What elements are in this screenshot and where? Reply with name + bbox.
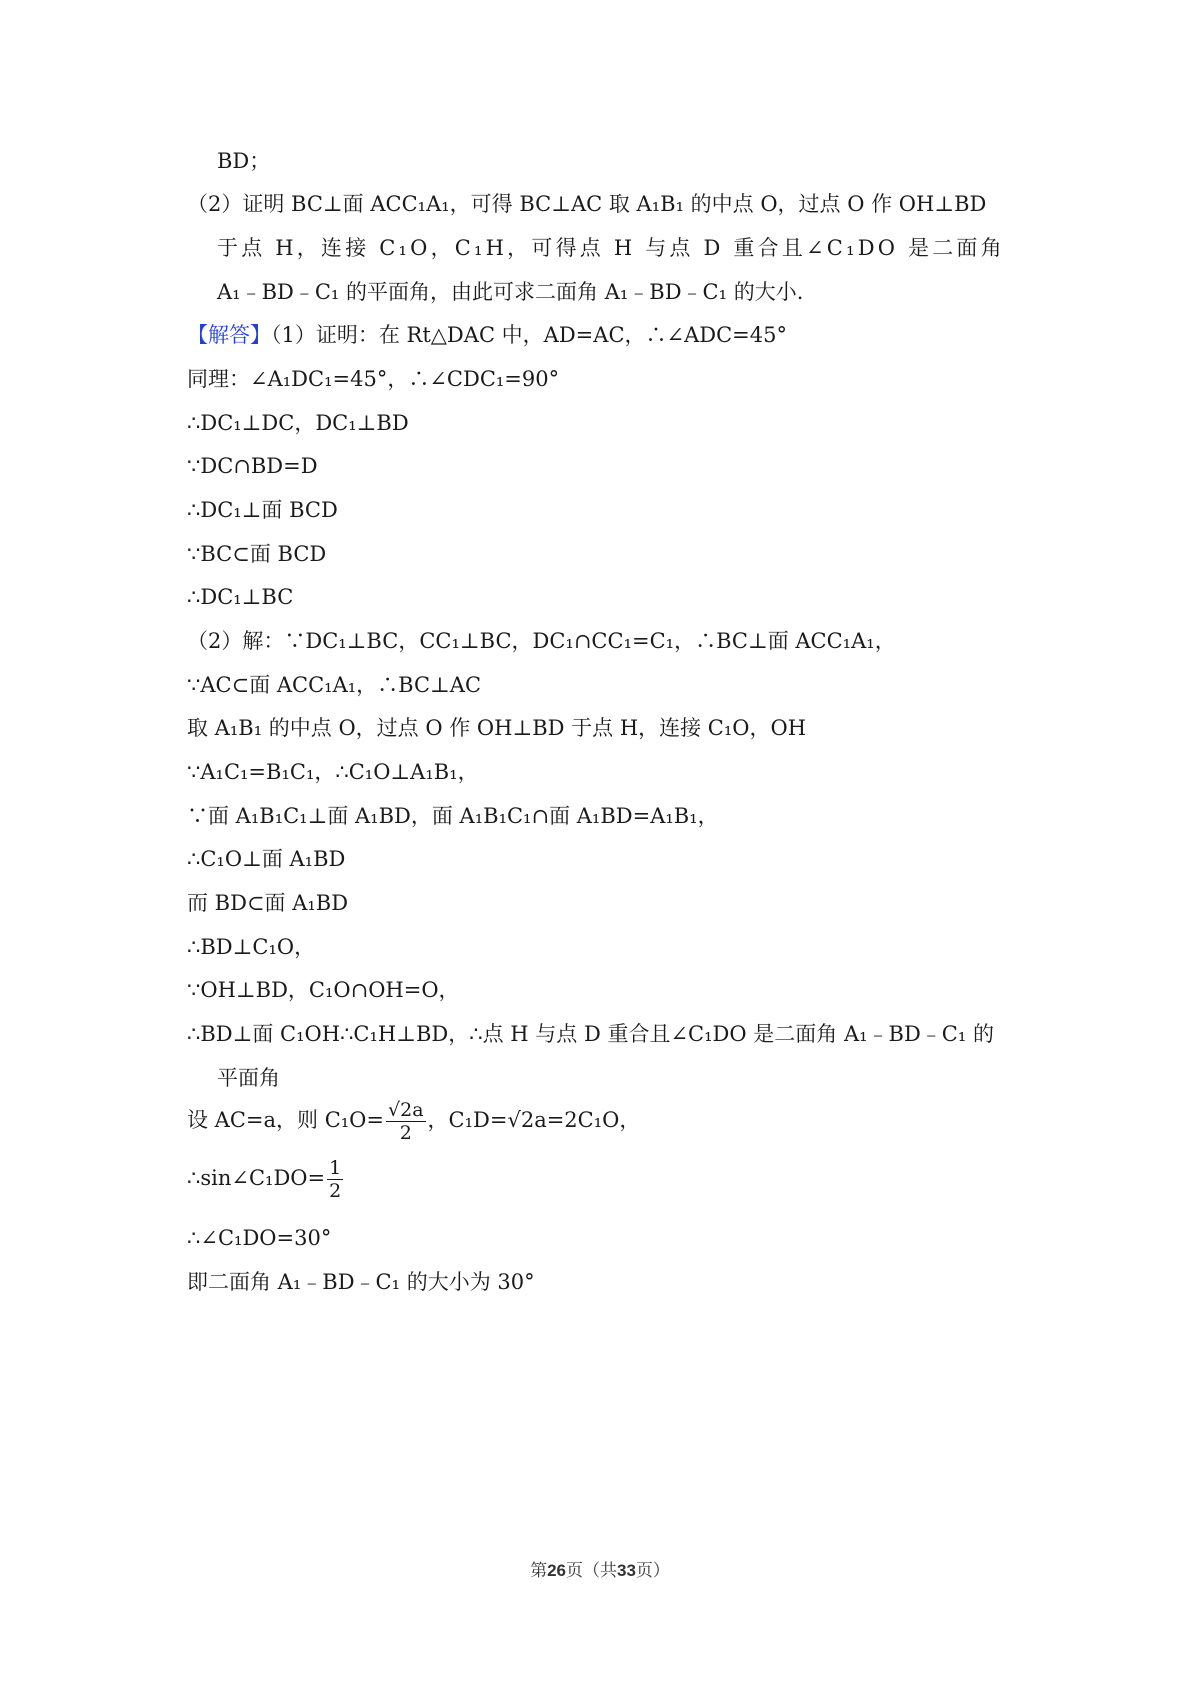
text-line: ∴∠C₁DO=30° — [187, 1226, 332, 1250]
text-line: BD； — [217, 149, 271, 173]
text-line: ∵AC⊂面 ACC₁A₁，∴BC⊥AC — [187, 673, 482, 697]
fraction-denominator: 2 — [399, 1122, 412, 1144]
formula-line — [187, 1098, 640, 1144]
formula-prefix: 设 AC=a，则 C₁O= — [187, 1108, 384, 1132]
text-line: ∵BC⊂面 BCD — [187, 542, 327, 566]
formula-line — [187, 1156, 345, 1202]
text-line — [187, 321, 787, 349]
fraction-numerator: 1 — [329, 1157, 342, 1179]
text-line: （2）证明 BC⊥面 ACC₁A₁，可得 BC⊥AC 取 A₁B₁ 的中点 O，过点 O 作 OH⊥BD — [187, 192, 987, 216]
text-line: ∴DC₁⊥面 BCD — [187, 498, 338, 522]
text-line: （2）解：∵DC₁⊥BC，CC₁⊥BC，DC₁∩CC₁=C₁，∴BC⊥面 ACC₁A₁， — [187, 629, 896, 653]
formula-suffix: ，C₁D=√2a=2C₁O， — [427, 1108, 641, 1132]
text-line: ∴DC₁⊥DC，DC₁⊥BD — [187, 411, 409, 435]
fraction-numerator: √2a — [388, 1099, 424, 1121]
text-line: 同理：∠A₁DC₁=45°，∴∠CDC₁=90° — [187, 367, 560, 391]
footer-pre: 第 — [530, 1561, 548, 1581]
fraction — [327, 1157, 343, 1202]
page-footer — [0, 1556, 1200, 1581]
text-line: 平面角 — [217, 1066, 280, 1090]
text-line: ∴BD⊥面 C₁OH∴C₁H⊥BD，∴点 H 与点 D 重合且∠C₁DO 是二面角 A₁﹣BD﹣C₁ 的 — [187, 1022, 994, 1046]
text-line: A₁﹣BD﹣C₁ 的平面角，由此可求二面角 A₁﹣BD﹣C₁ 的大小. — [217, 280, 804, 304]
text-line: ∴C₁O⊥面 A₁BD — [187, 847, 346, 871]
text-line: ∵面 A₁B₁C₁⊥面 A₁BD，面 A₁B₁C₁∩面 A₁BD=A₁B₁， — [187, 804, 719, 828]
footer-page-number: 26 — [547, 1561, 566, 1580]
footer-mid: 页（共 — [566, 1561, 617, 1581]
fraction — [386, 1099, 426, 1144]
text-line: 即二面角 A₁﹣BD﹣C₁ 的大小为 30° — [187, 1270, 535, 1294]
text-line: ∵OH⊥BD，C₁O∩OH=O， — [187, 978, 460, 1002]
text-line: ∵DC∩BD=D — [187, 454, 318, 478]
text-line: 于点 H，连接 C₁O，C₁H，可得点 H 与点 D 重合且∠C₁DO 是二面角 — [217, 236, 1005, 260]
text-line: 取 A₁B₁ 的中点 O，过点 O 作 OH⊥BD 于点 H，连接 C₁O，OH — [187, 716, 807, 740]
footer-post: 页） — [635, 1561, 670, 1581]
text-line: ∵A₁C₁=B₁C₁，∴C₁O⊥A₁B₁， — [187, 760, 479, 784]
text-line: ∴BD⊥C₁O， — [187, 935, 316, 959]
fraction-denominator: 2 — [329, 1180, 342, 1202]
footer-total-pages: 33 — [617, 1561, 636, 1580]
answer-text: （1）证明：在 Rt△DAC 中，AD=AC，∴∠ADC=45° — [271, 323, 787, 347]
text-line: 而 BD⊂面 A₁BD — [187, 891, 349, 915]
answer-label: 【解答】 — [187, 323, 271, 347]
text-line: ∴DC₁⊥BC — [187, 585, 294, 609]
formula-prefix: ∴sin∠C₁DO= — [187, 1166, 326, 1190]
